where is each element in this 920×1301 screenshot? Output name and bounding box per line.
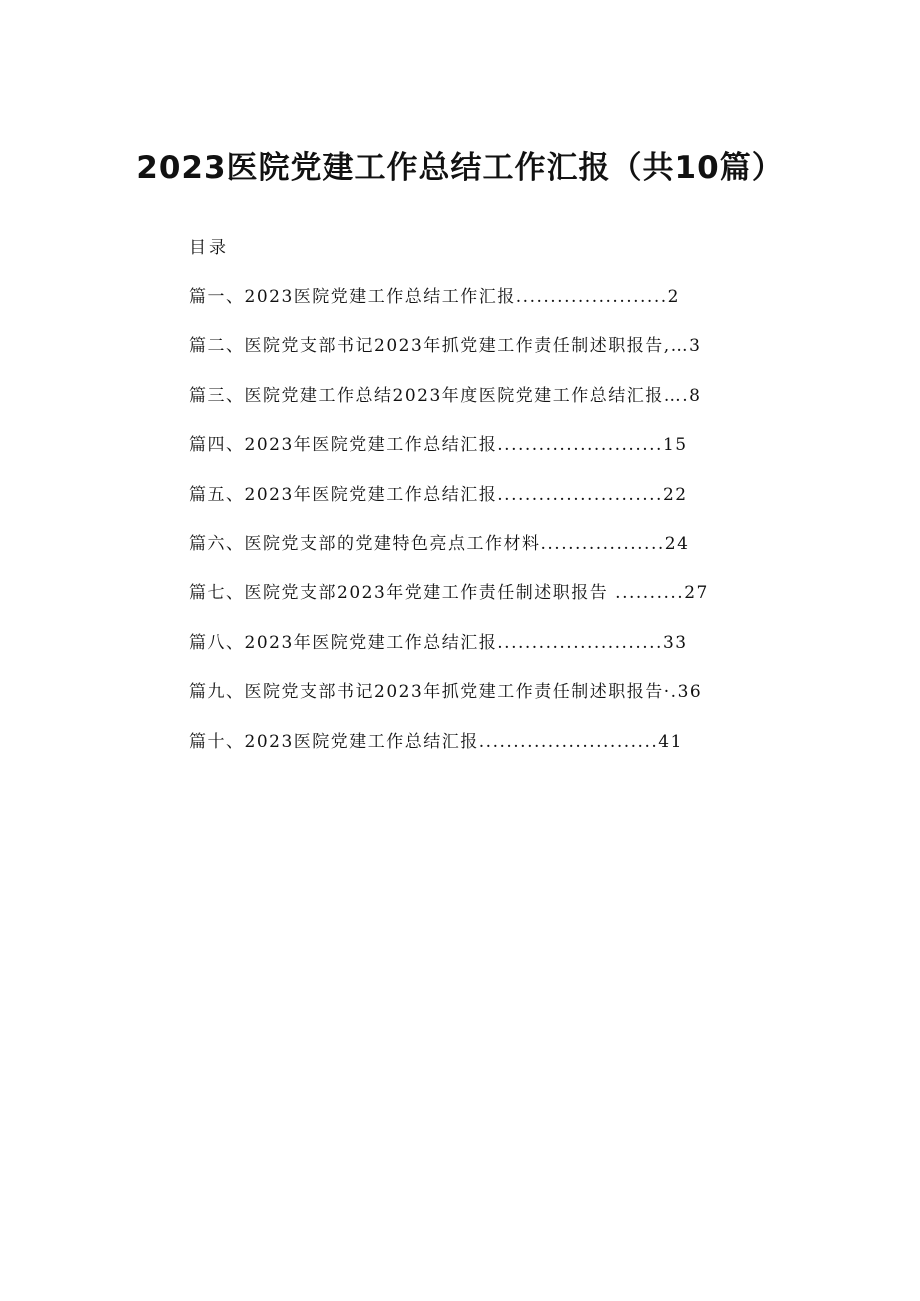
toc-entry-6[interactable] [189, 531, 789, 580]
toc-entry-1[interactable] [189, 284, 789, 333]
toc-entry-text: 篇一、2023医院党建工作总结工作汇报......................2 [189, 287, 680, 307]
toc-entry-text: 篇五、2023年医院党建工作总结汇报........................22 [189, 484, 688, 505]
toc-entry-text: 篇十、2023医院党建工作总结汇报..........................41 [189, 731, 683, 752]
toc-entry-9[interactable] [189, 679, 789, 728]
toc-entry-text: 篇三、医院党建工作总结2023年度医院党建工作总结汇报….8 [189, 385, 702, 406]
toc-entry-text: 篇四、2023年医院党建工作总结汇报........................15 [189, 435, 688, 456]
table-of-contents [189, 284, 789, 778]
toc-entry-text: 篇八、2023年医院党建工作总结汇报........................33 [189, 632, 688, 653]
toc-entry-text: 篇六、医院党支部的党建特色亮点工作材料..................24 [189, 533, 690, 554]
toc-entry-2[interactable] [189, 333, 789, 382]
toc-entry-3[interactable] [189, 383, 789, 432]
document-title: 2023医院党建工作总结工作汇报（共10篇） [136, 150, 784, 186]
toc-entry-8[interactable] [189, 630, 789, 679]
toc-entry-text: 篇二、医院党支部书记2023年抓党建工作责任制述职报告,…3 [189, 336, 702, 357]
toc-entry-text: 篇七、医院党支部2023年党建工作责任制述职报告 ..........27 [189, 583, 709, 604]
toc-entry-5[interactable] [189, 482, 789, 531]
toc-entry-10[interactable] [189, 729, 789, 778]
toc-entry-4[interactable] [189, 432, 789, 481]
toc-entry-text: 篇九、医院党支部书记2023年抓党建工作责任制述职报告·.36 [189, 682, 703, 703]
toc-heading: 目录 [189, 238, 229, 258]
toc-entry-7[interactable] [189, 580, 789, 629]
